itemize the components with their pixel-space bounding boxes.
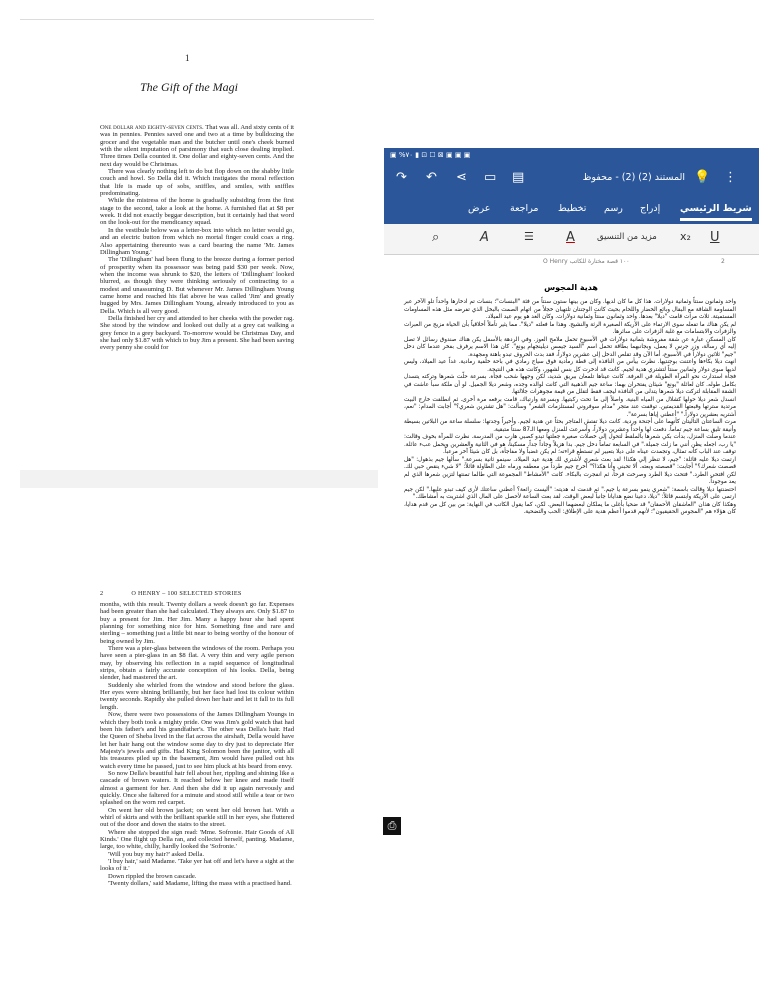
tab-review[interactable]: مراجعة [510,203,539,214]
page-number: 2 [100,590,104,597]
more-options-icon[interactable]: ⋮ [724,170,737,185]
paragraph: The 'Dillingham' had been flung to the breeze during a former period of prosperity when its possessor was being paid $30 per week. Now, when the income was shrunk to $20, the letters of 'Dillingham' looked blurred, as though they were thinking seriously of contracting to a modest and unassuming D. But whenever Mr. James Dillingham Young came home and reached his flat above he was called 'Jim' and greatly hugged by Mrs. James Dillingham Young, already introduced to you as Della. Which is all very good. [100,256,294,315]
paragraph: There was clearly nothing left to do but flop down on the shabby little couch and howl. So Della did it. Which instigates the moral reflection that life is made up of sobs, sniffles, and smiles, with sniffles predominating. [100,168,294,198]
paragraph: In the vestibule below was a letter-box into which no letter would go, and an electric button from which no mortal finger could coax a ring. Also appertaining thereunto was a card bearing the name 'Mr. James Dillingham Young.' [100,226,294,256]
paragraph: مرت الساعتان التاليتان كأنهما على أجنحة وردية. كانت ديلا تفتش المتاجر بحثاً عن هدية لجيم. وأخيراً وجدتها: سلسلة ساعة من البلاتين بسيطة وأنيقة تليق بساعة جيم تماماً. دفعت لها واحداً وعشرين دولاراً، وأسرعت للمنزل ومعها الـ87 سنتاً متبقية. [404,419,736,433]
opening-line: One dollar and eighty-seven cents. [100,124,204,131]
font-color-icon[interactable]: A [566,230,575,245]
tab-insert[interactable]: إدراج [640,203,661,214]
tab-view[interactable]: عرض [468,203,491,214]
paragraph: Where she stopped the sign read: 'Mme. Sofronie. Hair Goods of All Kinds.' One flight up Della ran, and collected herself, panting. Madame, large, too white, chilly, hardly looked the 'Sofronie.' [100,828,294,851]
paragraph-text: That was all. And sixty cents of it was in pennies. Pennies saved one and two at a time by bulldozing the grocer and the vegetable man and the butcher until one's cheek burned with the silent imputation of parsimony that such close dealing implied. Three times Della counted it. One dollar and eighty-seven cents. And the next day would be Christmas. [100,124,294,168]
tab-home[interactable]: شريط الرئيسي [680,203,752,214]
document-header [398,258,744,270]
paragraph: احتضنتها ديلا وقالت باسمة: "شعري ينمو بسرعة يا جيم." ثم قدمت له هديته: "أليست رائعة؟ أعطني ساعتك لأرى كيف تبدو عليها." لكن جيم ارتمى على الأريكة وابتسم قائلاً: "ديلا، دعينا نضع هدايانا جانباً لبعض الوقت. لقد بعت الساعة لأحصل على المال الذي اشتريت به أمشاطك." [404,486,736,500]
header-page-number: 2 [721,258,725,265]
tab-draw[interactable]: رسم [604,203,623,214]
paragraph: ارتمت ديلا عليه قائلة: "جيم، لا تنظر إلي هكذا! لقد بعت شعري لأشتري لك هدية عيد الميلاد. سينمو ثانية بسرعة." سألها جيم بذهول: "هل قصصت شعرك؟" أجابت: "قصصته وبعته. ألا تحبني وأنا هكذا؟" أخرج جيم طرداً من معطفه ورماه على الطاولة قائلاً: "لا شيء ينقص حبي لك. لكن افتحي الطرد." فتحت ديلا الطرد وصرخت فرحاً، ثم انفجرت بالبكاء. كانت "الأمشاط" المجموعة التي طالما تمنتها لتزين شعرها الذي لم يعد موجوداً. [404,456,736,485]
paragraph: There was a pier-glass between the windows of the room. Perhaps you have seen a pier-glass in an $8 flat. A very thin and very agile person may, by observing his reflection in a rapid sequence of longitudinal strips, obtain a fairly accurate conception of his looks. Della, being slender, had mastered the art. [100,645,294,682]
page-top-border [20,19,374,20]
paragraph: كان المسكن عبارة عن شقة مفروشة بثمانية دولارات في الأسبوع تحمل ملامح العوز. وفي الردهة بالأسفل يكن هناك صندوق رسائل لا تصل إليه أي رسالة، وزر جرس لا يعمل، وبجانبهما بطاقة تحمل اسم "السيد جيمس ديلينجهام يونغ". كان هذا الاسم يرفرف بفخر عندما كان دخل "جيم" ثلاثين دولاراً في الأسبوع، أما الآن وقد تقلص الدخل إلى عشرين دولاراً، فقد بدت الحروف تبدو باهتة ومجهدة. [404,336,736,358]
paragraph: 'Will you buy my hair?' asked Della. [108,850,205,858]
more-formatting-button[interactable]: مزيد من التنسيق [597,232,657,242]
paragraph: 'Twenty dollars,' said Madame, lifting the mass with a practised hand. [108,880,292,888]
document-title: المستند (2) (2) - محفوظ [582,172,685,183]
underline-icon[interactable]: U [710,230,720,245]
paragraph: months, with this result. Twenty dollars a week doesn't go far. Expenses had been greater than she had calculated. They always are. Only $1.87 to buy a present for Jim. Her Jim. Many a happy hour she had spent planning for something nice for him. Something fine and rare and sterling – something just a little bit near to being worthy of the honour of being owned by Jim. [100,601,294,645]
page-number: 1 [185,53,190,63]
book-page-1 [0,0,378,470]
word-app-window [384,148,759,1000]
redo-icon[interactable]: ↷ [396,170,407,185]
lightbulb-icon[interactable]: 💡 [694,170,711,185]
tab-layout[interactable]: تخطيط [558,203,587,214]
page-2-body [100,601,294,887]
arabic-story-title: هدية المجوس [544,283,598,292]
ribbon-tabs [384,196,759,224]
running-header-text: O HENRY – 100 SELECTED STORIES [131,590,242,597]
book-page-2 [0,488,378,1000]
view-icon[interactable]: ▤ [512,170,525,185]
paragraph: Suddenly she whirled from the window and stood before the glass. Her eyes were shining brilliantly, but her face had lost its colour within twenty seconds. Rapidly she pulled down her hair and let it fall to its full length. [100,681,294,711]
paragraph: 'I buy hair,' said Madame. 'Take yer hat off and let's have a sight at the looks of it.' [100,858,294,873]
paragraph-list-icon[interactable]: ☰ [524,230,534,243]
paragraph: انسدل شعر ديلا حولها كشلال من المياه البنية. واصلاً إلى ما تحت ركبتيها. وبسرعة وارتباك، قامت برفعه مرة أخرى. ثم انطلقت خارج البيت مرتدية سترتها وقبعتها القديمتين. توقفت عند متجر "مدام سوفروني لمستلزمات الشعر" وسألت: "هل تشترين شعري؟" أجابت المدام: "نعم، أشتريه بعشرين دولاراً." "أعطني إياها بسرعة". [404,396,736,418]
paragraph: وهكذا كان هذان "العاشقان الأحمقان" قد ضحيا بأغلى ما يملكان لبعضهما البعض. لكن، كما يقول الكاتب في النهاية: من بين كل من قدم هدايا، كان هؤلاء هم "المجوس الحقيقيون"؛ لأنهم قدموا أعظم هدية على الإطلاق: الحب والتضحية. [404,501,736,515]
paragraph [100,124,294,168]
paragraph: لم يكن هناك ما تفعله سوى الارتماء على الأريكة الصغيرة الرثة والنشيج. وهذا ما فعلته "ديلا". مما يثير تأملاً أخلاقياً بأن الحياة مزيج من العبرات والزفرات والابتسامات مع غلبة الزفرات على سائرها. [404,321,736,335]
paragraph: While the mistress of the home is gradually subsiding from the first stage to the second, take a look at the home. A furnished flat at $8 per week. It did not exactly beggar description, but it certainly had that word on the look-out for the mendicancy squad. [100,197,294,227]
arabic-body[interactable] [398,299,744,517]
paragraph: Down rippled the brown cascade. [108,872,197,880]
story-title: The Gift of the Magi [140,80,238,94]
subscript-icon[interactable]: x₂ [680,230,691,243]
paragraph: So now Della's beautiful hair fell about her, rippling and shining like a cascade of brown waters. It reached below her knee and made itself almost a garment for her. And then she did it up again nervously and quickly. Once she faltered for a minute and stood still while a tear or two splashed on the worn red carpet. [100,769,294,807]
print-icon[interactable]: ⎙ [383,817,401,835]
page-gap [20,470,378,488]
paragraph: واحد وثمانون سنتاً وثمانية دولارات. هذا كل ما كان لديها. وكان من بينها ستون سنتاً من فئة "البنسات"؛ بنسات تم ادخارها واحداً تلو الآخر عبر المساومة الشاقة مع البقال وبائع الخضار واللحام بحيث كانت الوجنتان تلتهبان خجلاً من اتهام الصمت بالبخل الذي تفرضه مثل هذه المساومات المستميتة. ثلاث مرات قامت "ديلا" بعدها. واحد وثمانون سنتاً وثمانية دولارات. وكان الغد هو يوم عيد الميلاد. [404,299,736,320]
title-bar [384,162,759,196]
status-bar: ▣ %٧٠ ▮ ⊡ ☐ ⊠ ▣ ▣ ▣ [384,148,759,162]
paragraph: فجأة استدارت نحو المرآة الطويلة في الغرفة. كانت عيناها تلمعان ببريق شديد، لكن وجهها شحب فجأة. بسرعة حلّت شعرها وتركته يتسدل بكامل طوله. كان لعائلة "يونغ" شيئان يفتخران بهما: ساعة جيم الذهبية التي كانت لوالده وجده، وشعر ديلا الجميل. لو أن ملكة سبأ عاشت في الشقة المقابلة لتركت ديلا شعرها يتدلى من النافذة ليجف فقط لتقلل من قيمة مجوهرات جلالتها. [404,374,736,395]
share-icon[interactable]: ⋖ [456,170,467,185]
paragraph: انهت ديلا بكاءها واعتنت بوجنتيها. نظرت بيأس من النافذة إلى قطة رمادية فوق سياج رمادي في باحة خلفية رمادية. غداً عيد الميلاد، وليس لديها سوى دولار وثمانين سنتاً لتشتري هدية لجيم. كانت قد ادخرت كل بنس لشهور، وكانت هذه هي النتيجة. [404,359,736,373]
read-mode-icon[interactable]: ▭ [484,170,497,185]
highlight-icon[interactable]: A [480,230,489,245]
paragraph: عندما وصلت المنزل، بدأت بكي شعرها بالملقط لتحول إلى خصلات صغيرة جعلتها تبدو كصبي هارب من المدرسة. نظرت للمرآة بخوف وقالت: "يا رب، اجعله يظن أنني ما زلت جميلة." في السابعة تماماً دخل جيم. بدا هزيلاً وجاداً جداً. مسكيناً، هو في الثانية والعشرين ويحمل عبء عائلة. توقف عند الباب كأنه تمثال، وتجمدت عيناه على ديلا بتعبير لم تستطع قراءته؛ لم يكن غضباً ولا مفاجأة، بل كان شيئاً آخر مرعباً. [404,434,736,455]
document-page [398,258,744,1000]
undo-icon[interactable]: ↶ [426,170,437,185]
page-1-body [100,124,294,352]
paragraph: Now, there were two possessions of the James Dillingham Youngs in which they both took a mighty pride. One was Jim's gold watch that had been his father's and his grandfather's. The other was Della's hair. Had the Queen of Sheba lived in the flat across the airshaft, Della would have let her hair hang out the window some day to dry just to depreciate Her Majesty's jewels and gifts. Had King Solomon been the janitor, with all his treasures piled up in the basement, Jim would have pulled out his watch every time he passed, just to see him pluck at his beard from envy. [100,711,294,770]
paragraph: On went her old brown jacket; on went her old brown hat. With a whirl of skirts and with the brilliant sparkle still in her eyes, she fluttered out of the door and down the stairs to the street. [100,806,294,829]
formatting-toolbar [384,224,759,255]
header-text: ١٠٠ قصة مختارة للكاتب O Henry [543,258,630,265]
paragraph: Della finished her cry and attended to her cheeks with the powder rag. She stood by the window and looked out dully at a grey cat walking a grey fence in a grey backyard. To-morrow would be Christmas Day, and she had only $1.87 with which to buy Jim a present. She had been saving every penny she could for [100,314,294,352]
search-icon[interactable]: ⌕ [432,230,440,245]
running-header [100,590,294,597]
